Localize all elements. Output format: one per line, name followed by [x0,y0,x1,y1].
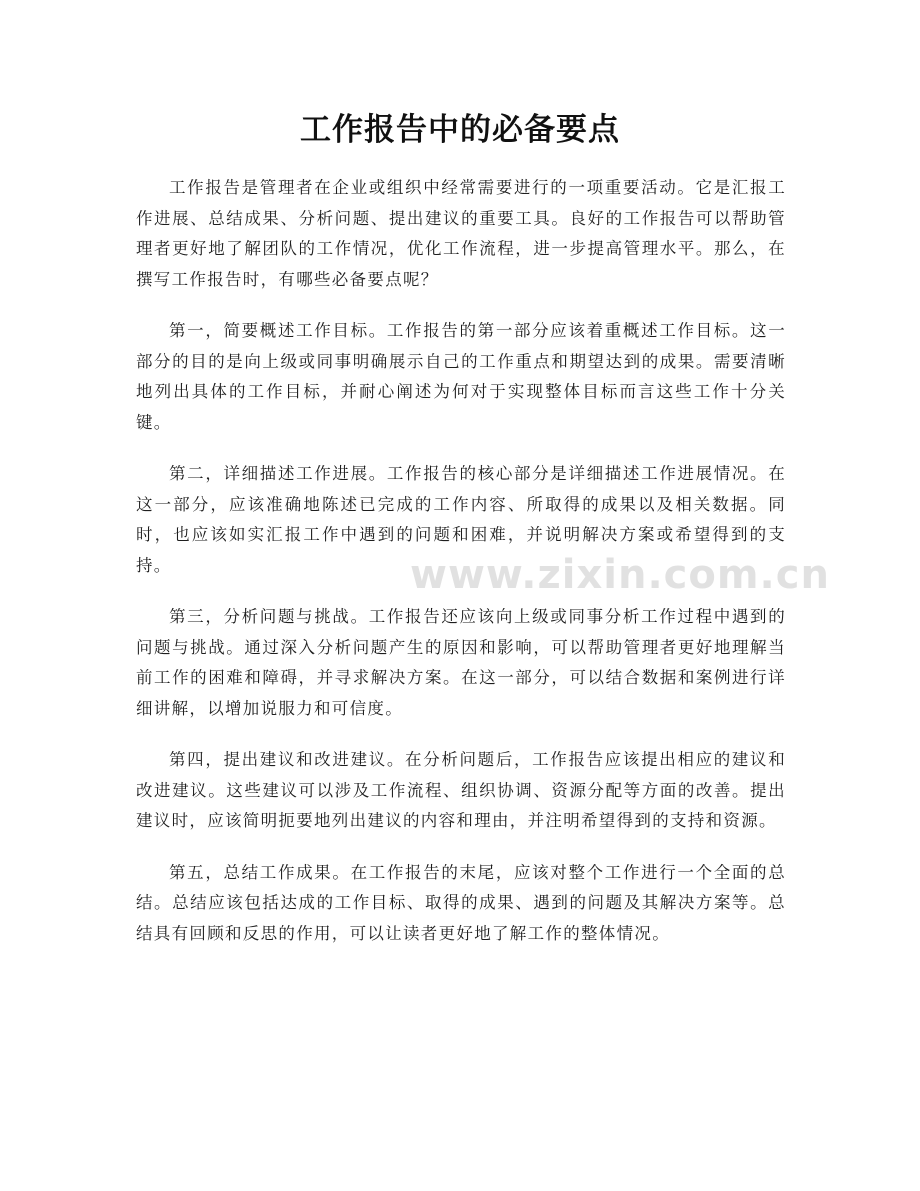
paragraph-point-1: 第一，简要概述工作目标。工作报告的第一部分应该着重概述工作目标。这一部分的目的是向上级或同事明确展示自己的工作重点和期望达到的成果。需要清晰地列出具体的工作目标，并耐心阐述为何对于实现整体目标而言这些工作十分关键。 [136,321,786,432]
paragraph-point-3: 第三，分析问题与挑战。工作报告还应该向上级或同事分析工作过程中遇到的问题与挑战。通过深入分析问题产生的原因和影响，可以帮助管理者更好地理解当前工作的困难和障碍，并寻求解决方案。在这一部分，可以结合数据和案例进行详细讲解，以增加说服力和可信度。 [136,607,786,718]
watermark: www.zixin.com.cn [410,552,830,598]
paragraph-point-2: 第二，详细描述工作进展。工作报告的核心部分是详细描述工作进展情况。在这一部分，应该准确地陈述已完成的工作内容、所取得的成果以及相关数据。同时，也应该如实汇报工作中遇到的问题和困难，并说明解决方案或希望得到的支持。 [136,464,786,575]
document-body [136,173,786,970]
paragraph-point-5: 第五，总结工作成果。在工作报告的末尾，应该对整个工作进行一个全面的总结。总结应该包括达成的工作目标、取得的成果、遇到的问题及其解决方案等。总结具有回顾和反思的作用，可以让读者更好地了解工作的整体情况。 [136,862,786,943]
document-title: 工作报告中的必备要点 [300,112,620,148]
paragraph-intro: 工作报告是管理者在企业或组织中经常需要进行的一项重要活动。它是汇报工作进展、总结成果、分析问题、提出建议的重要工具。良好的工作报告可以帮助管理者更好地了解团队的工作情况，优化工作流程，进一步提高管理水平。那么，在撰写工作报告时，有哪些必备要点呢？ [136,178,786,289]
paragraph-point-4: 第四，提出建议和改进建议。在分析问题后，工作报告应该提出相应的建议和改进建议。这些建议可以涉及工作流程、组织协调、资源分配等方面的改善。提出建议时，应该简明扼要地列出建议的内容和理由，并注明希望得到的支持和资源。 [136,750,786,830]
